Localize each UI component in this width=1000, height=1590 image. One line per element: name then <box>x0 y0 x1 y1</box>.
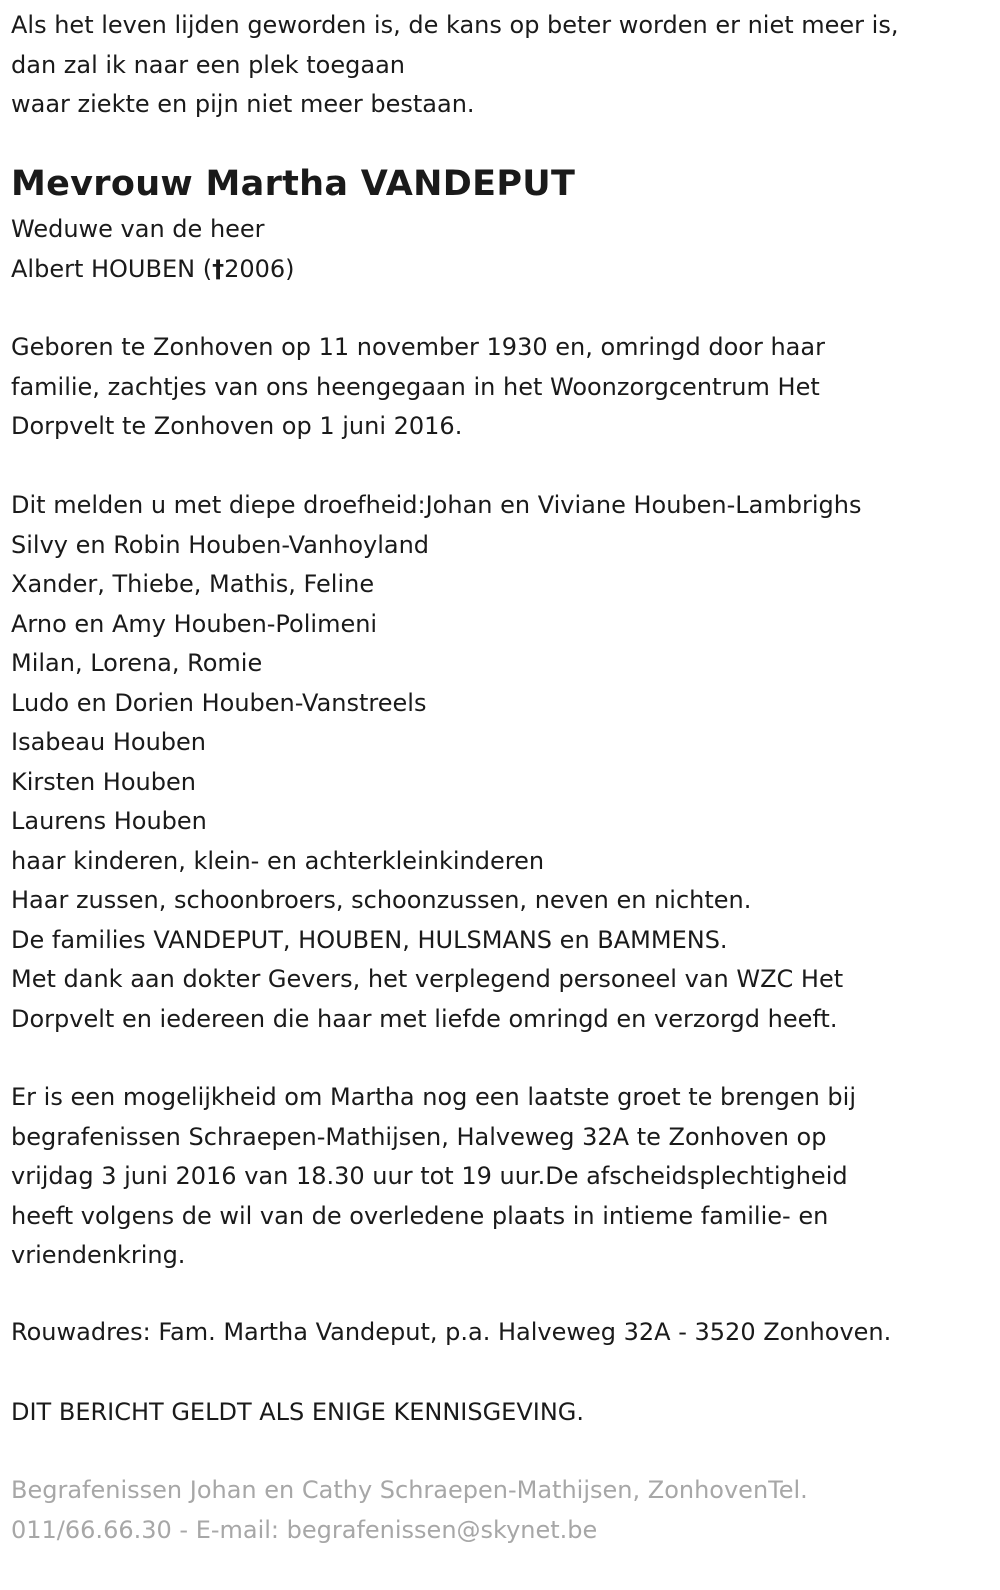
family-line: Dit melden u met diepe droefheid:Johan en Viviane Houben-Lambrighs <box>11 491 862 519</box>
viewing-paragraph <box>11 1078 856 1276</box>
viewing-line: vriendenkring. <box>11 1241 186 1269</box>
family-line: Silvy en Robin Houben-Vanhoyland <box>11 530 430 559</box>
family-line: Dorpvelt en iedereen die haar met liefde omringd en verzorgd heeft. <box>11 1004 838 1033</box>
family-line: Laurens Houben <box>11 807 207 835</box>
family-announcement <box>11 486 861 1039</box>
birth-line: Geboren te Zonhoven op 11 november 1930 en, omringd door haar <box>11 333 825 361</box>
spouse-info <box>11 210 295 289</box>
birth-paragraph <box>11 328 825 447</box>
family-line: Met dank aan dokter Gevers, het verplegend personeel van WZC Het <box>11 965 844 993</box>
family-line: Ludo en Dorien Houben-Vanstreels <box>11 688 427 717</box>
notice <box>11 1393 584 1433</box>
poem-line: waar ziekte en pijn niet meer bestaan. <box>11 90 475 118</box>
family-line: De families VANDEPUT, HOUBEN, HULSMANS en BAMMENS. <box>11 925 728 954</box>
cross-icon: † <box>212 254 225 283</box>
footer-line: 011/66.66.30 - E-mail: begrafenissen@skynet.be <box>11 1515 598 1544</box>
mourning-address <box>11 1313 891 1353</box>
family-line: Milan, Lorena, Romie <box>11 649 263 677</box>
birth-line: Dorpvelt te Zonhoven op 1 juni 2016. <box>11 412 463 440</box>
poem-line: dan zal ik naar een plek toegaan <box>11 50 405 79</box>
address-line: Rouwadres: Fam. Martha Vandeput, p.a. Halveweg 32A - 3520 Zonhoven. <box>11 1318 892 1346</box>
viewing-line: vrijdag 3 juni 2016 van 18.30 uur tot 19 uur.De afscheidsplechtigheid <box>11 1162 848 1190</box>
spouse-line: Weduwe van de heer <box>11 215 265 243</box>
notice-line: DIT BERICHT GELDT ALS ENIGE KENNISGEVING. <box>11 1398 585 1426</box>
viewing-line: heeft volgens de wil van de overledene plaats in intieme familie- en <box>11 1201 829 1230</box>
viewing-line: Er is een mogelijkheid om Martha nog een laatste groet te brengen bij <box>11 1083 856 1111</box>
deceased-name: Mevrouw Martha VANDEPUT <box>11 164 576 204</box>
family-line: Kirsten Houben <box>11 767 196 796</box>
spouse-name: Albert HOUBEN ( <box>11 254 213 283</box>
spouse-name-line <box>11 250 295 290</box>
footer-line: Begrafenissen Johan en Cathy Schraepen-Mathijsen, ZonhovenTel. <box>11 1476 808 1504</box>
family-line: Isabeau Houben <box>11 728 206 756</box>
birth-line: familie, zachtjes van ons heengegaan in het Woonzorgcentrum Het <box>11 372 820 401</box>
family-line: Arno en Amy Houben-Polimeni <box>11 609 378 638</box>
poem-line: Als het leven lijden geworden is, de kans op beter worden er niet meer is, <box>11 11 899 39</box>
spouse-death-year: 2006) <box>224 254 295 283</box>
poem <box>11 6 898 125</box>
family-line: haar kinderen, klein- en achterkleinkinderen <box>11 846 545 875</box>
family-line: Haar zussen, schoonbroers, schoonzussen, neven en nichten. <box>11 886 752 914</box>
family-line: Xander, Thiebe, Mathis, Feline <box>11 570 375 598</box>
funeral-home-footer <box>11 1471 808 1550</box>
viewing-line: begrafenissen Schraepen-Mathijsen, Halveweg 32A te Zonhoven op <box>11 1122 827 1151</box>
